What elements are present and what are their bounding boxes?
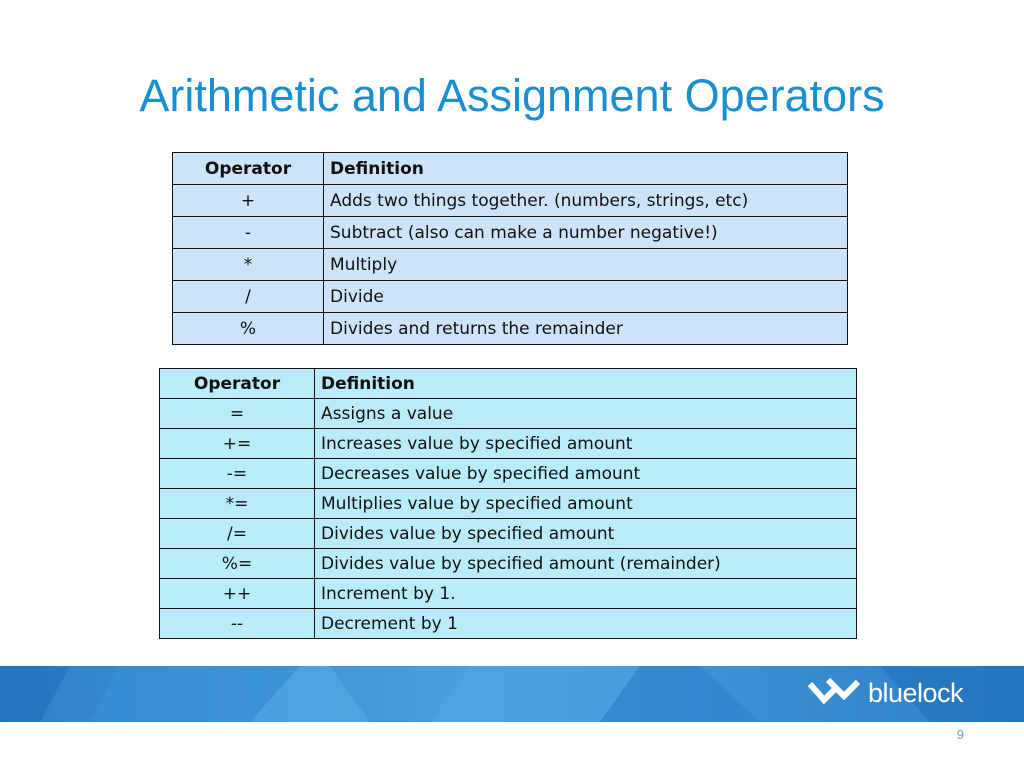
table-row (173, 217, 848, 249)
definition-cell: Multiplies value by specified amount (315, 489, 857, 519)
definition-cell: Increment by 1. (315, 579, 857, 609)
definition-cell: Increases value by specified amount (315, 429, 857, 459)
slide-title: Arithmetic and Assignment Operators (139, 70, 885, 121)
operator-cell: / (173, 281, 324, 313)
table-row (160, 609, 857, 639)
operator-cell: - (173, 217, 324, 249)
column-header-definition: Definition (324, 153, 848, 185)
arithmetic-operators-table (172, 152, 848, 345)
operator-cell: -- (160, 609, 315, 639)
table-row (160, 429, 857, 459)
table-header-row (160, 369, 857, 399)
table-row (160, 489, 857, 519)
definition-cell: Adds two things together. (numbers, strings, etc) (324, 185, 848, 217)
definition-cell: Divides and returns the remainder (324, 313, 848, 345)
table-row (160, 579, 857, 609)
definition-cell: Divide (324, 281, 848, 313)
table-row (160, 459, 857, 489)
table-row (173, 185, 848, 217)
column-header-definition: Definition (315, 369, 857, 399)
table-row (160, 519, 857, 549)
table-row (160, 549, 857, 579)
operator-cell: * (173, 249, 324, 281)
bluelock-logo-icon (806, 676, 862, 710)
definition-cell: Assigns a value (315, 399, 857, 429)
assignment-operators-table (159, 368, 857, 639)
bluelock-logo (806, 676, 963, 710)
operator-cell: ++ (160, 579, 315, 609)
operator-cell: %= (160, 549, 315, 579)
definition-cell: Divides value by specified amount (315, 519, 857, 549)
definition-cell: Decreases value by specified amount (315, 459, 857, 489)
operator-cell: + (173, 185, 324, 217)
definition-cell: Multiply (324, 249, 848, 281)
page-number: 9 (956, 727, 964, 742)
column-header-operator: Operator (160, 369, 315, 399)
operator-cell: /= (160, 519, 315, 549)
table-row (160, 399, 857, 429)
column-header-operator: Operator (173, 153, 324, 185)
table-header-row (173, 153, 848, 185)
operator-cell: += (160, 429, 315, 459)
table-row (173, 281, 848, 313)
operator-cell: % (173, 313, 324, 345)
brand-name: bluelock (868, 678, 964, 708)
operator-cell: -= (160, 459, 315, 489)
operator-cell: *= (160, 489, 315, 519)
definition-cell: Divides value by specified amount (remainder) (315, 549, 857, 579)
definition-cell: Subtract (also can make a number negative!) (324, 217, 848, 249)
definition-cell: Decrement by 1 (315, 609, 857, 639)
table-row (173, 249, 848, 281)
table-row (173, 313, 848, 345)
operator-cell: = (160, 399, 315, 429)
